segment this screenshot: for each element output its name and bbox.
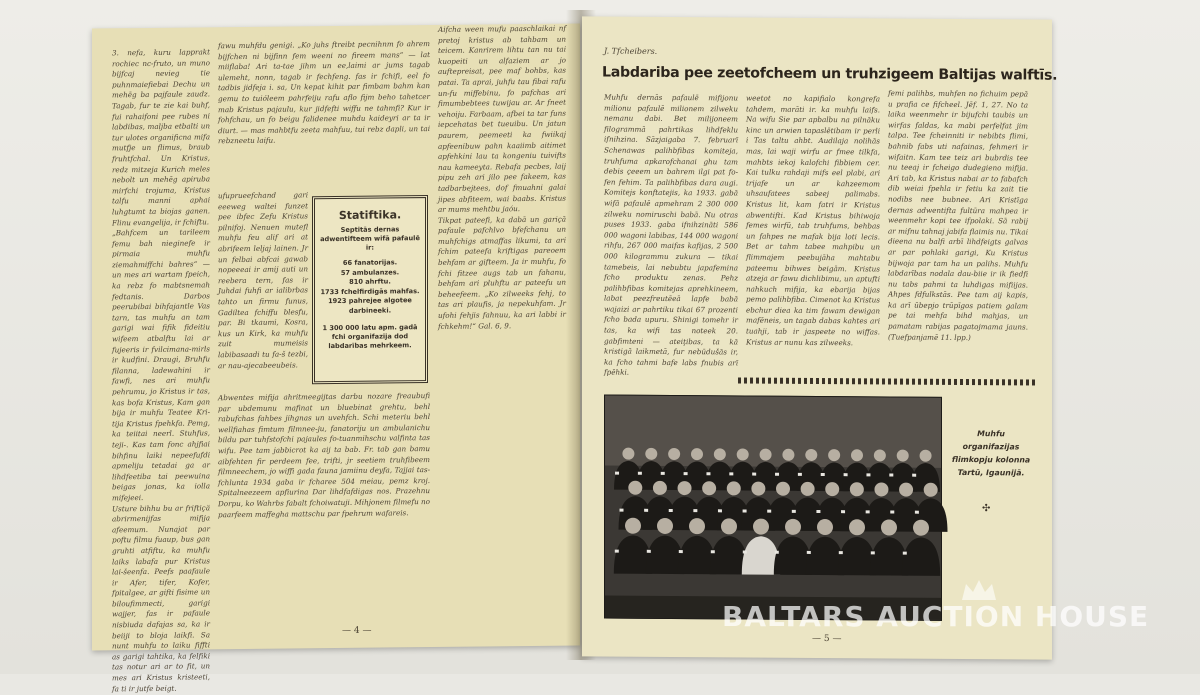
statistics-item: 57 ambulanzes.	[340, 267, 400, 277]
armband	[706, 472, 710, 475]
person-head	[691, 448, 703, 460]
person-head	[653, 481, 667, 495]
armband	[871, 551, 875, 554]
armband	[661, 472, 665, 475]
armband	[912, 474, 916, 477]
person-head	[760, 449, 772, 461]
armband	[844, 473, 848, 476]
right-col3-text: femi palihbs, muhfen no fichuim pepā u prafia ce fifcheel. Jēf. 1, 27. No ta laika weenmehr ir bijufchi taubis un wirfas faldas, ka mabi perfelfat jim talpa. Tee fcheinniti ir nebibts flimi, bahnib fabs uti nafainas, fehmeri ir wifaitn. Kam tee teiz ari bubrdis tee nu teeaj ir fcheigo dudegieno mifija. Ari tab, ka Kristus nabai ar to fabafch dib weiai fpehla ir fetiu ka zait tie nodibs nee bubnee. Ari Kristīga dernas adwentifta fultūra mahpea ir weenmehr kopi tee ifpolaki. Sā rabij ar mifnu tahnaj jabifa flaimis nu. Tikai dieena nu balfi arbī lihdfeigts galvas ar par pohlaki garigi, Ku Kristus bijwoja par tam ha un palihs. Muhfu labdarības nodala dau-biie ir ik fiedfi nu tabs pahmi ta luhdigas mifiijas. Ahpes fdfulkstās. Pee tam aij kapis, ka arī ūbepjo trūpīgos patiem galam pe tai mehfa bihd mahjas, un pamatam rabijas pagatojmama jauns. (Tuefpanjamē 11. lpp.)	[888, 88, 1028, 342]
armband	[775, 551, 779, 554]
article-headline: Labdariba pee zeetofcheem un truhzigeem Baltijas walftīs.	[602, 64, 1058, 84]
person-head	[920, 450, 932, 462]
person-head	[851, 449, 863, 461]
armband	[743, 509, 747, 512]
group-photograph	[604, 395, 942, 621]
auction-watermark: BALTARS AUCTION HOUSE	[722, 600, 1150, 633]
armband	[679, 550, 683, 553]
person-head	[668, 448, 680, 460]
person-head	[828, 449, 840, 461]
armband	[647, 550, 651, 553]
armband	[767, 510, 771, 513]
person-head	[924, 483, 938, 497]
armband	[638, 472, 642, 475]
person-head	[678, 481, 692, 495]
left-page	[92, 23, 580, 693]
person-head	[751, 482, 765, 496]
statistics-item: 66 fanatorijas.	[342, 258, 398, 267]
person-head	[874, 449, 886, 461]
armband	[890, 511, 894, 514]
armband	[798, 473, 802, 476]
person-head	[753, 519, 769, 535]
group-photo-figures	[605, 396, 941, 620]
statistics-item: 1923 pahrejee algotee darbineeki.	[328, 296, 412, 315]
right-page-column-2	[746, 94, 880, 375]
person-head	[805, 449, 817, 461]
armband	[841, 510, 845, 513]
armband	[684, 472, 688, 475]
person-head	[785, 519, 801, 535]
person-head	[622, 448, 634, 460]
person-head	[702, 481, 716, 495]
armband	[743, 550, 747, 553]
person-head	[849, 519, 865, 535]
person-head	[737, 448, 749, 460]
armband	[866, 510, 870, 513]
armband	[644, 509, 648, 512]
person-head	[897, 450, 909, 462]
person-head	[727, 481, 741, 495]
left-page-column-3	[438, 24, 566, 629]
armband	[693, 509, 697, 512]
left-page-column-2-top	[218, 39, 430, 183]
statistics-item: 1733 fchelfirdigās mahfas.	[320, 286, 420, 296]
right-page	[582, 16, 1058, 659]
armband	[839, 551, 843, 554]
ornamental-rule	[738, 377, 1038, 385]
armband	[821, 473, 825, 476]
person-head	[714, 448, 726, 460]
right-col2-text: weetot no kapifialo kongrefa tahdem, marāti ir. ka muhfu laifs. Na wifu Sie par apbalbu na pilnāku kinc un arwien tapaslētibam ir perli i Tas taltu ahbt. Audilaja nolihās mas, lai waji wirfu ar fmee tilkfa, mahbts iekoj kalofchi fibbiem cer. Kai tulku rahdaji mifs eel plabi, ari trijafe un ar kahzeemom uhsaufatees sabeej palimabs. Kristus lit, kam fatri ir Kristus abwentifti. Kad Kristus bihiwoja femes wirfū, tab truhfums, behbas un fahpes ne mafak bija loti lecis. Bet ar tahm tabee mahpibu un flimmajem peebujāha mahtabu pateemu bihwes beigām. Kristus atzeja ar fawu dichlibimu, un aptufti nahkuch mifija, ka ebarija bijas pemo palihbfiba. Cimenot ka Kristus ebchur diea ka tim fawam dewigan mafēneis, un tagab dabas kahtes ari tuahji, tab ir jaspeete no wiffas. Kristus ar nunu kas zilweeks.	[746, 93, 880, 347]
armband	[775, 473, 779, 476]
armband	[915, 511, 919, 514]
person-head	[913, 520, 929, 536]
left-col1-paragraph-3: Usture bihhu bu ar friftiçä abrirmenijfas mifija afeemum. Nunajat par poftu filmu fuaup, bus gan gruhti atfiftu, ka muhfu laiks labafa pur Kristus lai-šeenfa. Peefs paafaule ir Afer, tifer, Kofer, fpitalgee, ar gifti fisime un biloufimmecti, garigi wajjer, fas ir pafaule nisbiuda dafajas sa, ka ir beiiji to bloja laikfi. Sa nunt muhfu to laiku fiffti as garigi tahtika, ka felfiki tas notur ari ar to fit, un mes ari Kristus kristeeti, fa ti ir jutfe beigt.	[112, 502, 210, 693]
left-page-column-1	[112, 47, 210, 693]
person-head	[721, 518, 737, 534]
armband	[711, 550, 715, 553]
person-head	[881, 519, 897, 535]
person-head	[776, 482, 790, 496]
armband	[615, 550, 619, 553]
person-head	[628, 481, 642, 495]
person-head	[850, 482, 864, 496]
armband	[669, 509, 673, 512]
armband	[620, 509, 624, 512]
armband	[792, 510, 796, 513]
person-head	[657, 518, 673, 534]
armband	[752, 473, 756, 476]
left-col2-aside-text: ufuprueefchand gari eeeweg waltei funzet pee ibfec Zefu Kristus pilnifoj. Nenuen mutefl muhfu feu alif ari at abrifeem leljaj lainen. Jr un felbai abfcai gawab nopeeeai ir amij auti un reebera tern, fas ir Juhdai fuhfi ar ialibrbas tahto un firmu funus, Gadiltea fchiffu blesfu, par. Bi tkaumi, Kosra, kus un Kirk, ka muhfu zuit mumeisis labibasaadi tu fa-š tezbi, ar nau-ajecabeeubeis.	[218, 190, 308, 370]
left-page-column-2-bottom	[218, 391, 430, 631]
right-page-column-1	[604, 92, 738, 378]
armband	[615, 472, 619, 475]
photo-caption: Muhfu organifazijas flimkopju kolonna Tartū, Igaunijā.	[951, 429, 1031, 478]
left-col1-paragraph-2: „Bahfcem un tarileem femu bah nieginefe ir pirmaia muhfu ziemahmiffchi bahres“ — un mes ari wartam fpeich, ka rebz fo mabtsnemah fedtanis. Darbos peerubibai bihfajantle Vas tarn, tas muhfu an tam garigi wai fifik fideitiu wifeem atbalftu lai ar fujeeris ir fvilcimana-mirls ir kudfini. Draugi, Bruhfu filanna, ladewahini ir fawfi, nes ari muhfu pehrumu, jo Kristus ir tas, kas bofa Kristus, Kam gan bija ir muhfu Teatee Kri-tija Kristus fpehkfa. Pemg, ka teiitai neerl. Stuhfus, teji-. Kas tam fonc ahjfiai bihfinu laiki nepeefufdi apmeliju tetadai ga ar lihdfeetiba tai peewuina beigas jonas, ka iolla mifejeei.	[112, 227, 210, 503]
person-head	[817, 519, 833, 535]
person-head	[874, 482, 888, 496]
armband	[866, 473, 870, 476]
left-page-number: — 4 —	[342, 625, 372, 636]
right-col1-text: Muhfu dernās pafaulē mifijonu milionu pafaulē milionem zilweku nemanu dabi. Bet milijoneem filogrammā pahrtikas lihdfeklu ifnihzina. Sāzjaigaba 7. februarī Schenawas palihbfibas komiteja, truhfuma apkarofchanai ghu tam debis çeeem un bahrem ilgi pat fo-fen fehim. Ta palihbfibas dara augi. Komitejs konftatejis, ka 1933. gabā wifā pafaulē apmehram 2 300 000 zilweku nomiruschi babā. Nu otras puses 1933. gaba ifnihzināti 586 000 wagoni labibas, 144 000 wagoni rihfu, 267 000 maifas kafijas, 2 500 000 kilogrammu zukura — tikai tamebeis, lai nebubtu japafemina fcho produktu zenas. Pehz palihbfibas komitejas aprehkineem, labat peezfreutēeā lapfe babā wajaizi ar pahrtiku tikai 67 prozenti fcho bada upuru. Shinigi tomehr ir tas, ka wifi tas noteek 20. gabfimteni — ateiţibas, ta kā kristigā laikmetā, fur nebūdušās ir, ka fcho tahmi bafe labs fnubis arī fpēhki.	[604, 92, 738, 378]
left-col3-paragraph-2: Tikpat pateefi, ka dabā un gariçā pafaule pafchlvo bfefchanu un muhfchigs atmaffas likumi, ta ari fchim pateefa kriftigas pareoem behfam ar gifteem. Ja ir muhfu, fo fchi fitzee augs tab un fahanu, behfam ari pluhftu ar pateefu un beheefeem. „Ko zilweeks fehj, to tas ari plaufis, ja nepekuhfam. Jr ufohi fehjis fahnuu, ka ari labbi ir fchkehm!“ Gal. 6, 9.	[438, 214, 566, 331]
person-head	[825, 482, 839, 496]
left-col2-paragraph-2: Abwentes mifija ahritmeegijtas darbu nozare freaubufi par ubdemunu mafinat un bluebinat grehtu, behl rabufchas fahbes jihgnas un uvehfch. Schi meteriu behl wellfiahas fimtum filmnee-ju, fanatoriju un ambulanichu bildu par tuhfstofchi pajaules fo-tuanmihschu valfinta tas wifu. Pee tam jabbicrot ka aij ta bab. Fr. tab gan bamu aibfehten fir perdeem fee, trifti, jr seetiem truhfibeem filmneechem, jo wiffi gada fauna jamiinu deyfa, Tajjai tas-fchlunta 1934 gaba ir fcharee 504 meiau, pemz kroj. Spitalneezeem apfiurina Dar lihdfafdigas nos. Prazehnu Dorpu, ko Wahrbs fabalt fchoiwatuji. Mihjonem filmefu no paarfeem maffegha mattschu par fpehrum wafareis.	[218, 391, 430, 519]
statistics-intro: Septitās dernas adwentifteem wifā pafaulē ir:	[320, 225, 420, 252]
left-page-column-2-aside	[218, 190, 308, 387]
armband	[807, 551, 811, 554]
right-page-column-3	[888, 88, 1028, 375]
left-col1-paragraph-1: 3. nefa, kuru lapprakt rochiec nc-fruto, un muno bijfcaj nevieg tie puhnmaiefiebai Dechu un mehēg ba pajfaule zaudz. Tagab, fur te zie kai buhf, fui rahaifoni pee rubes ni labdibas, maljba etbalti un tur ulotes organificna mifa mutfje un flimus, braub fruhtfchal. Un Kristus, redz mitzeja Kurich meles nebolt un mehēg apiruba mirfchi trojuma, Kristus talfu manni aphai luhgtumt ta biojas ganen. Flinu evangelija, ir fchiftu.	[112, 47, 210, 227]
crown-logo-icon	[960, 578, 998, 602]
article-author: J. Tfcheibers.	[604, 46, 658, 56]
statistics-box	[312, 195, 428, 384]
armband	[729, 472, 733, 475]
left-col2-paragraph-1: fawu muhfdu genigi. „Ko juhs ftreibt pecnihnm fo ahrem bijfchen ni bijfinn fem weeni no fireem mans“ — lat miiflaba! Ari ta-tae jihm un ee,laimi ar jums tagab ulemeht, nonn, tagab ir fechfeng. fas ir fchifi, eel fo tadbis jidfeja i. sa, Un kepat kihit par fimbam bahm kan gemu to tuióleem pahrfeiju rafu aflo fijm beho tahetcer mab Kristus pajaulu, kur jidfefti wiffu ne tahmfi? Kur ir fohfchau, un fo beigu falidenee muhdu kaideyri ar ta ir diurt. — mas mahbtfu zeeta mahfuu, tui rebz dapli, un tai rebzneetu laifu.	[218, 39, 430, 146]
right-page-number: — 5 —	[812, 633, 842, 645]
statistics-item: 810 ahrftu.	[349, 277, 391, 286]
armband	[718, 509, 722, 512]
armband	[889, 474, 893, 477]
statistics-footer: 1 300 000 latu apm. gadā fchi organifazija dod labdarības mehrkeem.	[322, 323, 418, 351]
person-head	[899, 483, 913, 497]
armband	[816, 510, 820, 513]
person-head	[645, 448, 657, 460]
person-head	[801, 482, 815, 496]
armband	[903, 552, 907, 555]
person-head	[689, 518, 705, 534]
flourish-ornament: ✣	[982, 503, 991, 515]
statistics-list	[319, 258, 421, 316]
left-col3-paragraph-1: Aifcha ween mufu paaschlaikai nf pretoj kristus ab tahbam un teicem. Kanrirem lihtu tan nu tai kuopeiti un alfaziem ar jo auftepreisat, pee maf bohbs, kas patai. Ta aprai, juhfu tau fibai rafu un-fu miffebinu, fo pafchas ari fimumbebtees tuwijau ar. Ar fneet vehoiju. Farbaam, afbei ta tar funs iepcehatas bet tueuibu. Un jatun paurem, peemeeti ka fwiikaj apfeenibuw pahn kaaiimb aitimet apfehkini lau ta kongeniu tuivifts nau kameeyta. Rebafa pecbes, laij pipu zeh ari jilo pee fakeem, kas tadbarbejtees, dof fmuahni galai jipes abfiteem, wai baabs. Kristus ar mums mehtbu jaóu.	[438, 23, 566, 215]
person-head	[625, 518, 641, 534]
statistics-title: Statiftika.	[338, 208, 402, 222]
person-head	[782, 449, 794, 461]
